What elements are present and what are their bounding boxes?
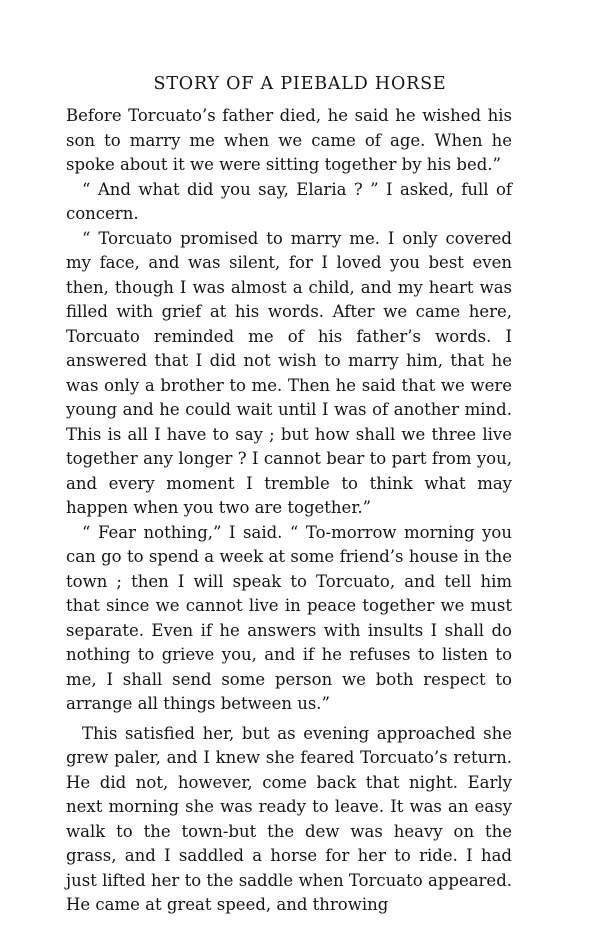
running-head: STORY OF A PIEBALD HORSE (153, 74, 447, 94)
paragraph-elaria-answer: “ Torcuato promised to marry me. I only covered my face, and was silent, for I loved you best even then, though I was almost a child, and my heart was filled with grief at his words. After we came here, Torcuato reminded me of his father’s words. I answered that I did not wish to marry him, that he was only a brother to me. Then he said that we were young and he could wait until I was of another mind. This is all I have to say ; but how shall we three live together any longer ? I cannot bear to part from you, and every moment I tremble to think what may happen when you two are together.” (66, 228, 512, 517)
body-text (66, 104, 512, 918)
paragraph-fear-nothing: “ Fear nothing,” I said. “ To-morrow morning you can go to spend a week at some friend’s house in the town ; then I will speak to Torcuato, and tell him that since we cannot live in peace together we must separate. Even if he answers with insults I shall do nothing to grieve you, and if he refuses to listen to me, I shall send some person we both respect to arrange all things between us.” (66, 522, 512, 713)
paragraph-evening: This satisfied her, but as evening approached she grew paler, and I knew she feared Torcuato’s return. He did not, however, come back that night. Early next morning she was ready to leave. It was an easy walk to the town-but the dew was heavy on the grass, and I saddled a horse for her to ride. I had just lifted her to the saddle when Torcuato appeared. He came at great speed, and throwing (66, 723, 512, 914)
paragraph-question: “ And what did you say, Elaria ? ” I asked, full of concern. (66, 179, 512, 223)
paragraph-continued: Before Torcuato’s father died, he said he wished his son to marry me when we came of age. When he spoke about it we were sitting together by his bed.” (66, 106, 512, 174)
